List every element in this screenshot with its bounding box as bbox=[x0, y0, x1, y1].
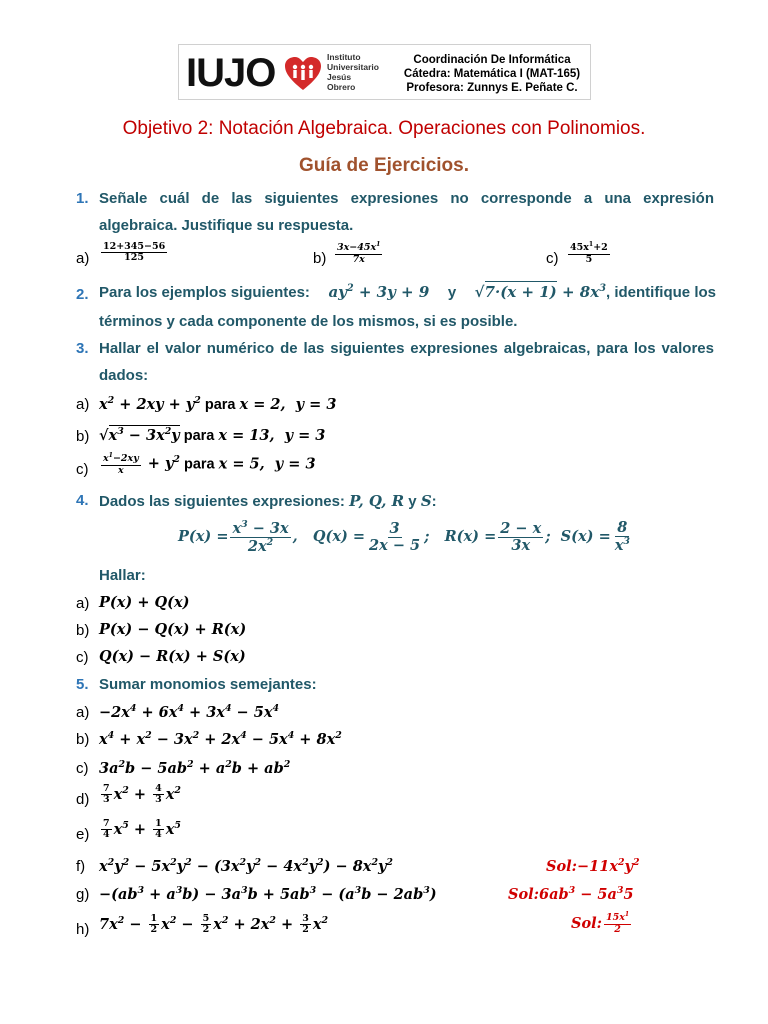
q5-expr-c: $3a^2b - 5ab^2 + a^2b + ab^2$ bbox=[99, 759, 291, 777]
q3-expr-b: $√x^3 - 3x^2y$ para x = 13, y = 3 bbox=[99, 426, 326, 444]
q4-label-b: b) bbox=[76, 622, 90, 639]
q1-expr-a: $\frac{12+345-56}{125}$ bbox=[103, 241, 166, 264]
q5-expr-g: $-(ab^3 + a^3b) - 3a^3b + 5ab^3 - (a^3b - 2ab^3)$ bbox=[99, 885, 437, 903]
logo-text: IUJO bbox=[186, 51, 276, 95]
q1-label-c: c) bbox=[546, 250, 559, 267]
q5-label-b: b) bbox=[76, 731, 90, 748]
q5-label-h: h) bbox=[76, 921, 90, 938]
course-info bbox=[397, 53, 587, 95]
q3-expr-c: $\frac{x^1-2xy}{x}$ + $y^2$ para x = 5, y = 3 bbox=[103, 452, 316, 476]
q5-number: 5. bbox=[76, 676, 89, 693]
q5-text: Sumar monomios semejantes: bbox=[99, 676, 317, 693]
q1-expr-b: $\frac{3x-45x^1}{7x}$ bbox=[337, 241, 381, 265]
q3-text-line1: Hallar el valor numérico de las siguientes expresiones algebraicas, para los valores bbox=[99, 340, 714, 357]
q3-number: 3. bbox=[76, 340, 89, 357]
q3-text-line2: dados: bbox=[99, 367, 149, 384]
institution-name: Instituto Universitario Jesús Obrero bbox=[327, 52, 379, 92]
q5-label-g: g) bbox=[76, 886, 90, 903]
q5-expr-d: $\frac{7}{3}$ $x^2$ + $\frac{4}{3}$ $x^2$ bbox=[103, 783, 181, 806]
q3-label-c: c) bbox=[76, 461, 89, 478]
q1-expr-c: $\frac{45x^1+2}{5}$ bbox=[570, 241, 608, 265]
q4-hallar: Hallar: bbox=[99, 567, 146, 584]
page-title: Objetivo 2: Notación Algebraica. Operaciones con Polinomios. bbox=[122, 118, 646, 139]
q3-label-b: b) bbox=[76, 428, 90, 445]
q1-number: 1. bbox=[76, 190, 89, 207]
course-line: Cátedra: Matemática I (MAT-165) bbox=[403, 68, 581, 80]
q5-label-d: d) bbox=[76, 791, 90, 808]
q4-number: 4. bbox=[76, 492, 89, 509]
q2-number: 2. bbox=[76, 286, 89, 303]
q1-text-line2: algebraica. Justifique su respuesta. bbox=[99, 217, 354, 234]
q3-label-a: a) bbox=[76, 396, 90, 413]
q5-expr-h: $7x^2$ − $\frac{1}{2}$ $x^2$ − $\frac{5}{2}$ $x^2 + 2x^2$ + $\frac{3}{2}$ $x^2$ bbox=[99, 913, 329, 936]
q2-text-line2: términos y cada componente de los mismos, si es posible. bbox=[99, 313, 518, 330]
q5-solution-h: Sol: $\frac{15x^1}{2}$ bbox=[571, 911, 630, 935]
coordination-line: Coordinación De Informática bbox=[413, 54, 571, 66]
q5-expr-f: $x^2y^2 - 5x^2y^2 - (3x^2y^2 - 4x^2y^2) - 8x^2y^2$ bbox=[99, 857, 393, 875]
q1-text-line1: Señale cuál de las siguientes expresiones no corresponde a una expresión bbox=[99, 190, 714, 207]
q2-text-line1: Para los ejemplos siguientes: $ay^2 + 3y + 9$ y $√7\cdot(x + 1) + 8x^3$, identifique los bbox=[99, 283, 716, 301]
q3-expr-a: $x^2 + 2xy + y^2$ para x = 2, y = 3 bbox=[99, 395, 337, 413]
q5-expr-e: $\frac{7}{4}$ $x^5$ + $\frac{1}{4}$ $x^5$ bbox=[103, 818, 181, 841]
q5-label-a: a) bbox=[76, 704, 90, 721]
q1-label-b: b) bbox=[313, 250, 327, 267]
q4-text: Dados las siguientes expresiones: P, Q, R y S: bbox=[99, 492, 437, 510]
q5-expr-b: $x^4 + x^2 - 3x^2 + 2x^4 - 5x^4 + 8x^2$ bbox=[99, 730, 342, 748]
q5-solution-g: $Sol:6ab^3 - 5a^35$ bbox=[508, 885, 634, 903]
q5-solution-f: $Sol:-11x^2y^2$ bbox=[546, 857, 640, 875]
q1-label-a: a) bbox=[76, 250, 90, 267]
q4-definitions: P(x) = $\frac{x^3 - 3x}{2x^2}$ , Q(x) = $\frac{3}{2x - 5}$ ; R(x) = $\frac{2 - x}{3x}$ ; S(x) = $\frac{8}{x^3}$ bbox=[178, 519, 630, 555]
q5-label-f: f) bbox=[76, 858, 86, 875]
q4-label-c: c) bbox=[76, 649, 89, 666]
q5-label-c: c) bbox=[76, 760, 89, 777]
q5-label-e: e) bbox=[76, 826, 90, 843]
professor-line: Profesora: Zunnys E. Peñate C. bbox=[406, 82, 578, 94]
q5-expr-a: $-2x^4 + 6x^4 + 3x^4 - 5x^4$ bbox=[99, 703, 280, 721]
q4-expr-a: P(x) + Q(x) bbox=[99, 594, 190, 611]
heart-logo-icon bbox=[285, 57, 321, 91]
q4-expr-c: Q(x) − R(x) + S(x) bbox=[99, 648, 246, 665]
q4-label-a: a) bbox=[76, 595, 90, 612]
header-box bbox=[178, 44, 591, 100]
q4-expr-b: P(x) − Q(x) + R(x) bbox=[99, 621, 247, 638]
page-subtitle: Guía de Ejercicios. bbox=[298, 155, 470, 176]
